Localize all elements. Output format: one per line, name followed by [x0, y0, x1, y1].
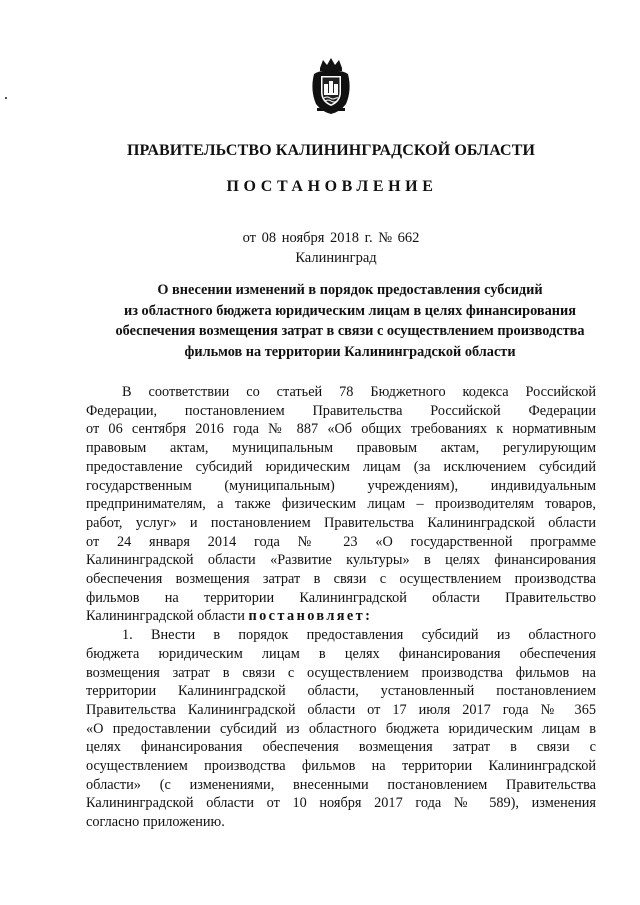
body-line: территории Калининградской области, установленный постановлением	[86, 683, 596, 700]
resolution-word: постановляет:	[248, 608, 373, 625]
document-date-number: от 08 ноября 2018 г. № 662	[242, 230, 420, 246]
body-line-prefix: Калининградской области	[86, 608, 249, 625]
body-line: Калининградской области «Развитие культуры» в целях финансирования	[86, 552, 596, 569]
document-type: ПОСТАНОВЛЕНИЕ	[226, 178, 438, 195]
body-line: фильмов на территории Калининградской области Правительство	[86, 589, 596, 606]
body-line: согласно приложению.	[86, 814, 225, 831]
body-line: «О предоставлении субсидий из областного бюджета юридическим лицам в	[86, 720, 596, 737]
document-body	[86, 383, 596, 832]
government-title: ПРАВИТЕЛЬСТВО КАЛИНИНГРАДСКОЙ ОБЛАСТИ	[126, 142, 536, 159]
scan-speck	[5, 97, 7, 99]
body-line: Федерации, постановлением Правительства Российской Федерации	[86, 402, 596, 419]
body-line: государственным (муниципальным) учреждениям), индивидуальным	[86, 477, 596, 494]
body-line: Правительства Калининградской области от 17 июля 2017 года № 365	[86, 701, 596, 718]
body-line: от 24 января 2014 года № 23 «О государственной программе	[86, 533, 596, 550]
subject-line: из областного бюджета юридическим лицам в целях финансирования	[124, 302, 576, 319]
document-subject	[96, 280, 604, 362]
body-line: обеспечения возмещения затрат в связи с осуществлением производства	[86, 571, 596, 588]
body-line: бюджета юридическим лицам в целях финансирования обеспечения	[86, 645, 596, 662]
body-line: возмещения затрат в связи с осуществлением производства фильмов на	[86, 664, 596, 681]
subject-line: фильмов на территории Калининградской области	[184, 343, 516, 360]
body-line: от 06 сентября 2016 года № 887 «Об общих требованиях к нормативным	[86, 421, 596, 438]
body-line: работ, услуг» и постановлением Правительства Калининградской области	[86, 514, 596, 531]
body-line: Калининградской области от 10 ноября 2017 года № 589), изменения	[86, 795, 596, 812]
document-city: Калининград	[295, 250, 377, 266]
body-line-final	[86, 607, 596, 626]
body-line: области» (с изменениями, внесенными постановлением Правительства	[86, 776, 596, 793]
body-line: 1. Внести в порядок предоставления субсидий из областного	[122, 627, 596, 644]
body-line: В соответствии со статьей 78 Бюджетного кодекса Российской	[122, 384, 596, 400]
coat-of-arms-icon	[308, 56, 354, 116]
body-line: предпринимателям, а также физическим лицам – производителям товаров,	[86, 496, 596, 513]
subject-line: обеспечения возмещения затрат в связи с осуществлением производства	[115, 323, 585, 339]
body-line: целях финансирования обеспечения возмещения затрат в связи с	[86, 739, 596, 756]
body-line: осуществлением производства фильмов на территории Калининградской	[86, 758, 596, 775]
subject-line: О внесении изменений в порядок предоставления субсидий	[157, 282, 543, 298]
body-line: предоставление субсидий юридическим лицам (за исключением субсидий	[86, 458, 596, 475]
body-line: правовым актам, муниципальным правовым актам, регулирующим	[86, 440, 596, 457]
